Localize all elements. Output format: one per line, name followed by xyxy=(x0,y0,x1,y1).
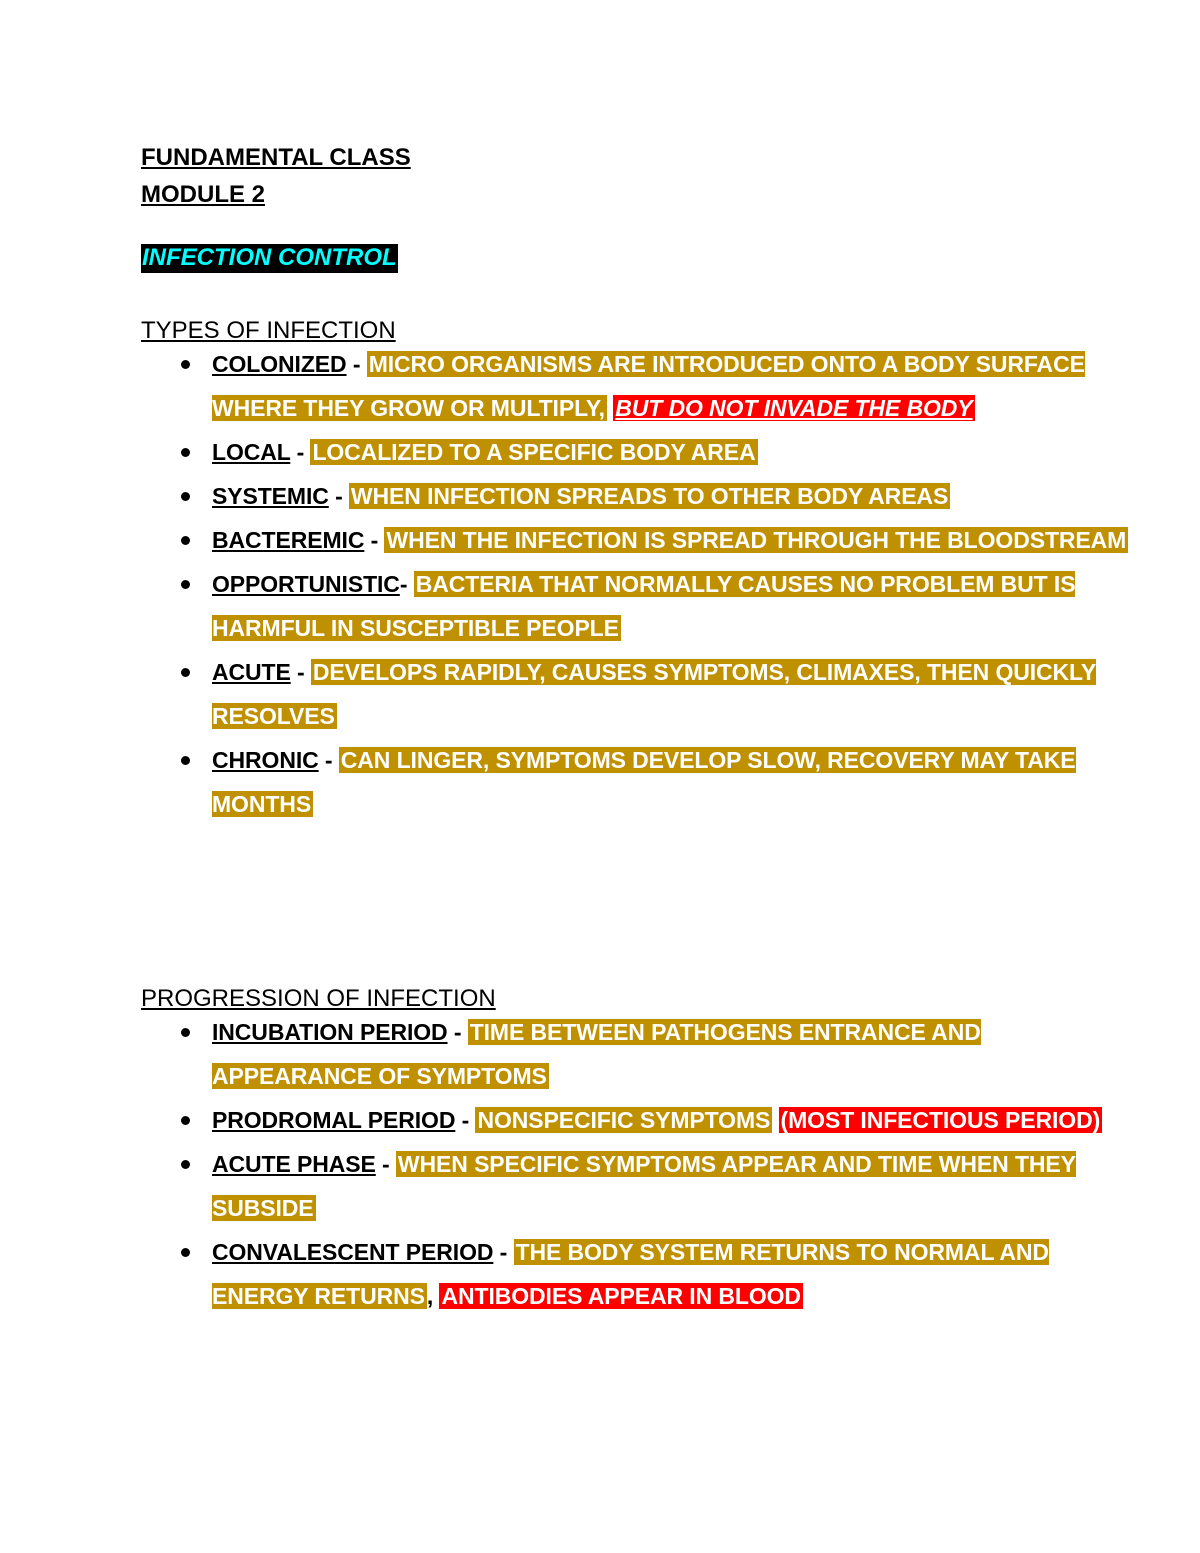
list-item xyxy=(212,474,1142,518)
emphasis: ANTIBODIES APPEAR IN BLOOD xyxy=(441,1283,801,1309)
term: CHRONIC xyxy=(212,747,319,773)
list-item xyxy=(212,1098,1142,1142)
term: BACTEREMIC xyxy=(212,527,365,553)
term: ACUTE xyxy=(212,659,291,685)
definition: WHEN INFECTION SPREADS TO OTHER BODY AREAS xyxy=(350,483,949,509)
definition: CAN LINGER, SYMPTOMS DEVELOP SLOW, RECOVERY MAY TAKE MONTHS xyxy=(212,747,1076,817)
term: PRODROMAL PERIOD xyxy=(212,1107,456,1133)
list-item xyxy=(212,1230,1142,1318)
list-item xyxy=(212,738,1142,826)
list-item xyxy=(212,430,1142,474)
separator: - xyxy=(328,483,349,509)
separator: - xyxy=(346,351,367,377)
progression-list xyxy=(141,1010,1142,1318)
definition: NONSPECIFIC SYMPTOMS xyxy=(477,1107,771,1133)
definition: WHEN SPECIFIC SYMPTOMS APPEAR AND TIME WHEN THEY SUBSIDE xyxy=(212,1151,1076,1221)
term: ACUTE PHASE xyxy=(212,1151,376,1177)
definition: THE BODY SYSTEM RETURNS TO NORMAL AND ENERGY RETURNS xyxy=(212,1239,1049,1309)
progression-heading: PROGRESSION OF INFECTION xyxy=(141,985,496,1012)
module-title: MODULE 2 xyxy=(141,181,266,208)
list-item xyxy=(212,518,1142,562)
term: COLONIZED xyxy=(212,351,347,377)
course-title: FUNDAMENTAL CLASS xyxy=(141,144,411,171)
types-list xyxy=(141,342,1142,826)
comma: , xyxy=(426,1283,434,1309)
topic-title: INFECTION CONTROL xyxy=(141,244,398,273)
separator: - xyxy=(318,747,339,773)
definition: LOCALIZED TO A SPECIFIC BODY AREA xyxy=(312,439,756,465)
separator: - xyxy=(364,527,385,553)
separator: - xyxy=(290,659,311,685)
definition: TIME BETWEEN PATHOGENS ENTRANCE AND APPEARANCE OF SYMPTOMS xyxy=(212,1019,981,1089)
emphasis: BUT DO NOT INVADE THE BODY xyxy=(615,395,973,421)
term: SYSTEMIC xyxy=(212,483,329,509)
definition: WHEN THE INFECTION IS SPREAD THROUGH THE BLOODSTREAM xyxy=(386,527,1127,553)
definition: MICRO ORGANISMS ARE INTRODUCED ONTO A BODY SURFACE WHERE THEY GROW OR MULTIPLY, xyxy=(212,351,1085,421)
list-item xyxy=(212,342,1142,430)
emphasis: (MOST INFECTIOUS PERIOD) xyxy=(780,1107,1101,1133)
separator: - xyxy=(493,1239,514,1265)
types-heading: TYPES OF INFECTION xyxy=(141,317,396,344)
term: OPPORTUNISTIC xyxy=(212,571,400,597)
term: INCUBATION PERIOD xyxy=(212,1019,448,1045)
term: CONVALESCENT PERIOD xyxy=(212,1239,494,1265)
separator: - xyxy=(375,1151,396,1177)
separator: - xyxy=(455,1107,476,1133)
list-item xyxy=(212,1010,1142,1098)
separator: - xyxy=(290,439,311,465)
list-item xyxy=(212,562,1142,650)
separator: - xyxy=(399,571,414,597)
definition: BACTERIA THAT NORMALLY CAUSES NO PROBLEM BUT IS HARMFUL IN SUSCEPTIBLE PEOPLE xyxy=(212,571,1076,641)
definition: DEVELOPS RAPIDLY, CAUSES SYMPTOMS, CLIMAXES, THEN QUICKLY RESOLVES xyxy=(212,659,1097,729)
term: LOCAL xyxy=(212,439,291,465)
separator: - xyxy=(447,1019,468,1045)
list-item xyxy=(212,1142,1142,1230)
list-item xyxy=(212,650,1142,738)
